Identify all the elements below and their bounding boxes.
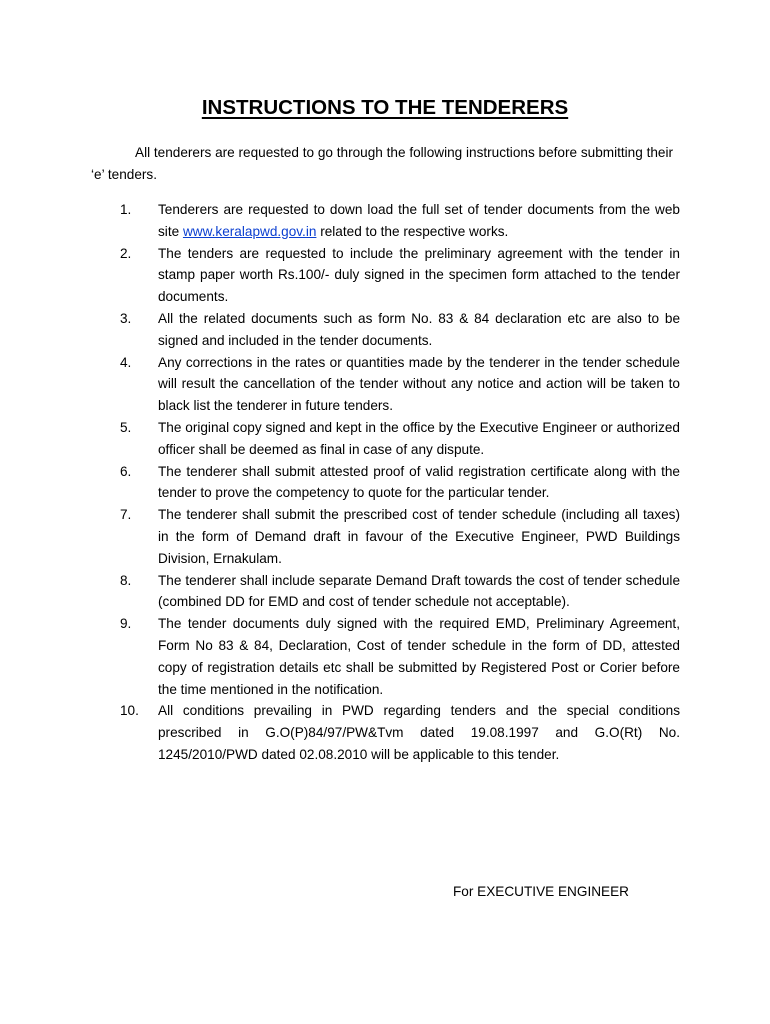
list-item-number: 5. — [120, 419, 132, 435]
list-item-text: The original copy signed and kept in the office by the Executive Engineer or authorized officer shall be deemed as final in case of any dispute. — [158, 419, 680, 457]
document-title: INSTRUCTIONS TO THE TENDERERS — [201, 96, 569, 119]
list-item-number: 10. — [120, 703, 139, 719]
list-item — [120, 243, 680, 308]
list-item-text: All conditions prevailing in PWD regarding tenders and the special conditions prescribed in G.O(P)84/97/PW&Tvm dated 19.08.1997 and G.O(Rt) No. 1245/2010/PWD dated 02.08.2010 will be applicable to this tender. — [158, 703, 680, 762]
list-item — [120, 417, 680, 461]
list-item-text: related to the respective works. — [316, 223, 509, 239]
list-item — [120, 700, 680, 765]
list-item-number: 9. — [120, 616, 132, 632]
list-item-text: The tenders are requested to include the preliminary agreement with the tender in stamp paper worth Rs.100/- duly signed in the specimen form attached to the tender documents. — [158, 245, 680, 305]
list-item — [120, 199, 680, 243]
list-item-text: All the related documents such as form No. 83 & 84 declaration etc are also to be signed and included in the tender documents. — [158, 310, 680, 348]
signature-line: For EXECUTIVE ENGINEER — [453, 884, 629, 899]
list-item — [120, 570, 680, 614]
list-item-text: The tenderer shall include separate Demand Draft towards the cost of tender schedule (combined DD for EMD and cost of tender schedule not acceptable). — [158, 572, 680, 610]
list-item-number: 6. — [120, 463, 132, 479]
list-item-text: The tenderer shall submit the prescribed cost of tender schedule (including all taxes) in the form of Demand draft in favour of the Executive Engineer, PWD Buildings Division, Ernakulam. — [158, 507, 680, 566]
list-item-number: 4. — [120, 354, 132, 370]
list-item-text: The tender documents duly signed with the required EMD, Preliminary Agreement, Form No 83 & 84, Declaration, Cost of tender schedule in the form of DD, attested copy of registration details etc shall be submitted by Registered Post or Corier before the time mentioned in the notification. — [158, 616, 680, 697]
list-item-number: 8. — [120, 572, 132, 588]
list-item-number: 7. — [120, 507, 132, 523]
instructions-list — [120, 199, 680, 766]
list-item-text: Tenderers are requested to down load the full set of tender documents from the web site — [158, 202, 680, 239]
list-item-number: 3. — [120, 310, 132, 326]
website-link[interactable]: www.keralapwd.gov.in — [182, 223, 317, 239]
intro-paragraph: All tenderers are requested to go through the following instructions before submitting their ‘e’ tenders. — [91, 145, 674, 182]
list-item-text: The tenderer shall submit attested proof of valid registration certificate along with the tender to prove the competency to quote for the particular tender. — [158, 463, 680, 501]
list-item — [120, 461, 680, 505]
list-item — [120, 613, 680, 700]
list-item — [120, 352, 680, 417]
list-item-text: Any corrections in the rates or quantities made by the tenderer in the tender schedule will result the cancellation of the tender without any notice and action will be taken to black list the tenderer in future tenders. — [158, 354, 680, 414]
list-item — [120, 308, 680, 352]
list-item-number: 1. — [120, 202, 132, 217]
list-item — [120, 504, 680, 569]
list-item-number: 2. — [120, 245, 132, 261]
